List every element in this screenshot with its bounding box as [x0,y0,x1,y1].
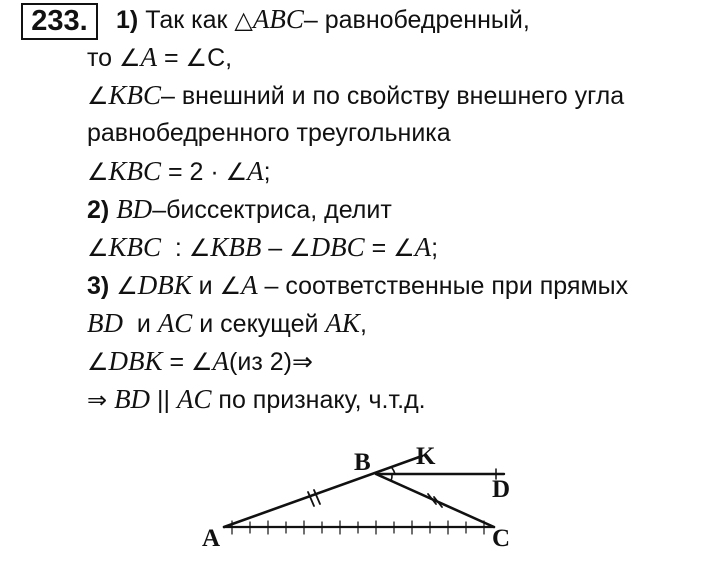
equals: = [364,234,394,262]
solution-line-8 [87,270,628,301]
math-segment-bd: BD [116,194,153,224]
math-angle-a: A [247,156,264,186]
math-angle-a: A [241,270,258,300]
angle-symbol: ∠ [225,158,248,186]
triangle-symbol: △ [234,6,253,34]
step-marker-2: 2) [87,196,110,224]
solution-line-7 [87,232,438,263]
math-line-ac: AC [157,308,193,338]
text: и [123,310,158,338]
semicolon: ; [431,234,439,262]
equals: = [162,348,192,376]
angle-symbol: ∠ [393,234,415,262]
math-line-bd: BD [87,308,123,338]
equals-two-times: = 2 · [161,158,226,186]
triangle-figure [196,442,526,562]
angle-symbol: ∠ [219,272,242,300]
math-angle-dbk: DBK [137,270,192,300]
solution-line-5 [87,156,271,187]
math-angle-a: A [140,42,158,72]
colon: : [161,234,189,262]
math-angle-kbb: KBB [210,232,262,262]
math-angle-dbc: DBC [310,232,365,262]
math-line-ac: AC [176,384,212,414]
angle-symbol: ∠ [119,44,141,72]
text: C, [207,44,233,72]
label-a: A [202,525,221,552]
solution-line-11 [87,384,426,415]
text: равнобедренного треугольника [87,119,451,147]
math-line-ak: AK [325,308,360,338]
text: –биссектриса, делит [152,196,392,224]
solution-line-3 [87,80,624,111]
angle-symbol: ∠ [116,272,138,300]
angle-symbol: ∠ [191,348,213,376]
label-k: K [416,443,436,470]
solution-line-1 [116,4,530,35]
text: и [191,272,220,300]
angle-symbol: ∠ [87,158,109,186]
equals: = [157,44,186,72]
angle-symbol: ∠ [289,234,311,262]
problem-number-box [21,3,98,40]
minus: – [261,234,290,262]
solution-line-4 [87,118,451,148]
step-marker-1: 1) [116,6,139,34]
problem-number: 233. [31,5,88,37]
math-angle-kbc: KBC [108,80,162,110]
solution-line-6 [87,194,392,225]
angle-symbol: ∠ [87,348,109,376]
angle-symbol: ∠ [87,234,109,262]
text: и секущей [192,310,326,338]
math-line-bd: BD [114,384,151,414]
label-d: D [492,476,511,503]
implies-arrow: ⇒ [87,386,108,414]
solution-line-2 [87,42,232,73]
math-angle-kbc: KBC [108,156,162,186]
text: то [87,44,113,72]
math-triangle-abc: ABC [252,4,304,34]
text: – соответственные при прямых [257,272,629,300]
math-angle-dbk: DBK [108,346,163,376]
text: – равнобедренный, [303,6,530,34]
solution-line-10 [87,346,313,377]
comma: , [359,310,367,338]
parallel-symbol: || [150,386,177,414]
solution-line-9 [87,308,367,339]
text: Так как [145,6,228,34]
text: (из 2)⇒ [229,348,313,376]
math-angle-a: A [414,232,432,262]
math-angle-a: A [212,346,230,376]
step-marker-3: 3) [87,272,110,300]
angle-symbol: ∠ [185,44,208,72]
ray-ak [224,456,422,527]
text: – внешний и по свойству внешнего угла [161,82,625,110]
label-c: C [492,525,511,552]
math-angle-kbc: KBC [108,232,162,262]
text: по признаку, ч.т.д. [211,386,426,414]
angle-symbol: ∠ [188,234,211,262]
segment-bc [376,474,494,527]
semicolon: ; [263,158,271,186]
label-b: B [354,449,371,476]
angle-symbol: ∠ [87,82,109,110]
